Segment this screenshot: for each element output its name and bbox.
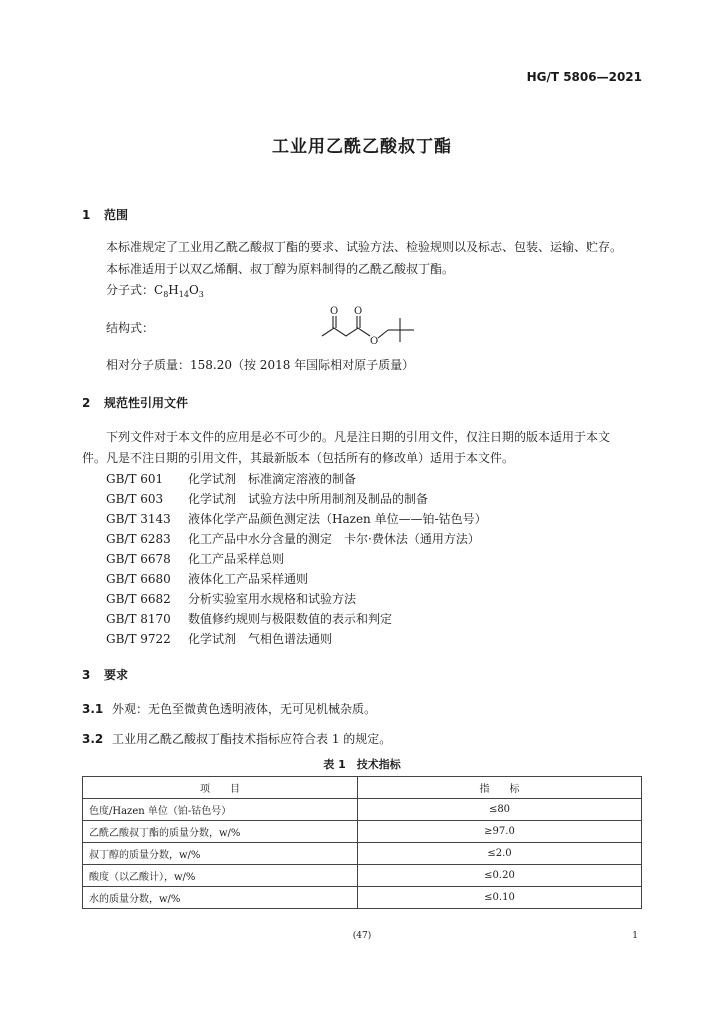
reference-title: 化工产品中水分含量的测定 卡尔·费休法（通用方法）	[188, 532, 480, 546]
reference-title: 化工产品采样总则	[188, 552, 285, 566]
table-cell-value: ≤2.0	[358, 843, 642, 865]
section-title: 要求	[104, 668, 129, 682]
formula-subscript: 3	[198, 290, 204, 299]
atom-label: O	[354, 306, 363, 317]
table-row	[83, 843, 642, 865]
table-cell-value: ≥97.0	[358, 821, 642, 843]
table-header-row	[83, 777, 642, 799]
scope-paragraph-1: 本标准规定了工业用乙酰乙酸叔丁酯的要求、试验方法、检验规则以及标志、包装、运输、贮存。	[106, 240, 623, 254]
reference-title: 液体化学产品颜色测定法（Hazen 单位——铂-钴色号）	[188, 512, 487, 526]
references-intro-line-1: 下列文件对于本文件的应用是必不可少的。凡是注日期的引用文件，仅注日期的版本适用于本文	[106, 430, 611, 444]
reference-item	[106, 469, 356, 489]
scope-paragraph-2: 本标准适用于以双乙烯酮、叔丁醇为原料制得的乙酰乙酸叔丁酯。	[106, 262, 455, 276]
reference-title: 化学试剂 气相色谱法通则	[188, 632, 333, 646]
table-row	[83, 821, 642, 843]
reference-item	[106, 489, 428, 509]
reference-item	[106, 589, 356, 609]
formula-element: H	[168, 283, 179, 297]
reference-item	[106, 509, 487, 529]
table-cell-item: 乙酰乙酸叔丁酯的质量分数，w/%	[83, 821, 358, 843]
references-intro-line-2: 件。凡是不注日期的引用文件，其最新版本（包括所有的修改单）适用于本文件。	[82, 451, 515, 465]
document-title: 工业用乙酰乙酸叔丁酯	[272, 137, 452, 157]
formula-label: 分子式：	[106, 283, 155, 297]
reference-item	[106, 569, 308, 589]
molecular-formula	[106, 280, 204, 305]
clause-3-1	[82, 699, 376, 719]
reference-code: GB/T 6682	[106, 592, 171, 606]
reference-code: GB/T 6680	[106, 572, 171, 586]
reference-title: 液体化工产品采样通则	[188, 572, 309, 586]
formula-subscript: 14	[178, 290, 189, 299]
reference-code: GB/T 8170	[106, 612, 171, 626]
reference-item	[106, 549, 284, 569]
reference-code: GB/T 601	[106, 472, 164, 486]
footer-sheet-number: (47)	[352, 931, 372, 941]
reference-code: GB/T 603	[106, 492, 164, 506]
section-title: 范围	[104, 208, 129, 222]
table-row	[83, 865, 642, 887]
formula-subscript: 8	[163, 290, 169, 299]
molecular-mass: 相对分子质量：158.20（按 2018 年国际相对原子质量）	[106, 358, 415, 372]
table-cell-value: ≤80	[358, 799, 642, 821]
formula-element: O	[188, 283, 199, 297]
table-cell-item: 酸度（以乙酸计），w/%	[83, 865, 358, 887]
reference-title: 化学试剂 标准滴定溶液的制备	[188, 472, 357, 486]
section-2-heading	[82, 394, 188, 411]
section-number: 2	[82, 396, 91, 410]
reference-item	[106, 609, 392, 629]
clause-text: 外观：无色至微黄色透明液体，无可见机械杂质。	[112, 702, 377, 716]
section-title: 规范性引用文件	[104, 396, 189, 410]
footer-page-number: 1	[632, 931, 638, 941]
table-cell-item: 叔丁醇的质量分数，w/%	[83, 843, 358, 865]
table-row	[83, 887, 642, 909]
clause-number: 3.2	[82, 732, 104, 746]
structure-label: 结构式：	[106, 321, 155, 335]
section-3-heading	[82, 666, 128, 683]
clause-3-2	[82, 729, 391, 749]
reference-code: GB/T 6283	[106, 532, 171, 546]
table-cell-item: 色度/Hazen 单位（铂-钴色号）	[83, 799, 358, 821]
reference-item	[106, 629, 332, 649]
table-header-item: 项 目	[83, 777, 358, 799]
table-cell-item: 水的质量分数，w/%	[83, 887, 358, 909]
atom-label: O	[330, 306, 339, 317]
reference-code: GB/T 9722	[106, 632, 171, 646]
table-caption: 表 1 技术指标	[323, 758, 401, 771]
formula-element: C	[154, 283, 164, 297]
standard-code: HG/T 5806—2021	[526, 70, 642, 84]
section-number: 1	[82, 208, 91, 222]
reference-code: GB/T 6678	[106, 552, 171, 566]
clause-text: 工业用乙酰乙酸叔丁酯技术指标应符合表 1 的规定。	[112, 732, 392, 746]
table-cell-value: ≤0.20	[358, 865, 642, 887]
section-1-heading	[82, 206, 128, 223]
reference-title: 数值修约规则与极限数值的表示和判定	[188, 612, 393, 626]
carbon-chain	[322, 328, 370, 336]
reference-title: 化学试剂 试验方法中所用制剂及制品的制备	[188, 492, 429, 506]
technical-spec-table	[82, 776, 642, 909]
reference-title: 分析实验室用水规格和试验方法	[188, 592, 357, 606]
reference-code: GB/T 3143	[106, 512, 171, 526]
table-row	[83, 799, 642, 821]
table-cell-value: ≤0.10	[358, 887, 642, 909]
atom-label: O	[370, 336, 379, 347]
structural-formula-diagram	[318, 306, 428, 350]
table-header-value: 指 标	[358, 777, 642, 799]
section-number: 3	[82, 668, 91, 682]
reference-item	[106, 529, 480, 549]
clause-number: 3.1	[82, 702, 104, 716]
